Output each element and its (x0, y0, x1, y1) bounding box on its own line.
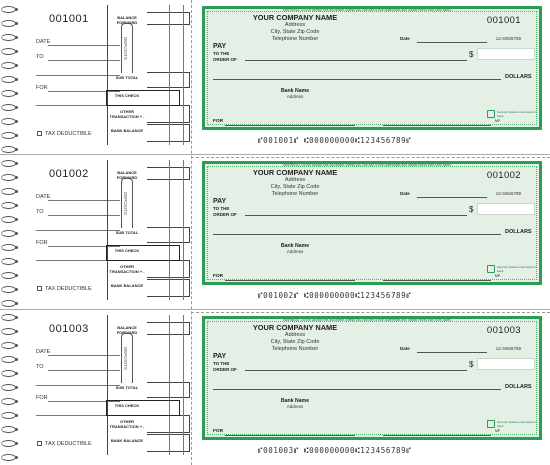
to-the-order-label: TO THE ORDER OF (213, 51, 237, 62)
spiral-ring (1, 62, 16, 69)
company-block (245, 13, 345, 43)
tax-deductible[interactable] (37, 286, 92, 292)
dollar-sign: $ (469, 360, 474, 369)
stub-to-label: TO (36, 54, 44, 60)
memo-label: FOR (213, 429, 224, 434)
check-stub (20, 315, 190, 465)
stub-for-label: FOR (36, 395, 48, 401)
spiral-ring (1, 384, 16, 391)
balance-forward-label: BALANCE FORWARD (116, 325, 138, 335)
deposits-label: DEPOSITS (123, 37, 128, 60)
balance-forward-label: BALANCE FORWARD (116, 15, 138, 25)
memo-label: FOR (213, 119, 224, 124)
spiral-ring (1, 174, 16, 181)
sub-total-label: SUB TOTAL (115, 75, 139, 80)
memo-line[interactable] (225, 125, 355, 126)
ledger-column-divider (169, 315, 170, 455)
tax-deductible[interactable] (37, 441, 92, 447)
company-city: City, State Zip Code (270, 184, 320, 190)
signature-line[interactable] (383, 435, 491, 436)
stub-check-number: 001003 (49, 323, 89, 335)
bank-balance-label: BANK BALANCE (110, 128, 144, 133)
fraction-routing: 12-345/6789 (495, 346, 521, 351)
padlock-icon (487, 265, 495, 273)
signature-line[interactable] (383, 125, 491, 126)
written-amount-line[interactable] (213, 234, 501, 235)
check-date-line[interactable] (417, 42, 487, 43)
security-text: Security features are listed on back (497, 420, 537, 428)
spiral-ring (1, 342, 16, 349)
spiral-ring (1, 454, 16, 461)
check-perforation (191, 312, 550, 313)
spiral-binding (0, 0, 18, 465)
spiral-ring (1, 370, 16, 377)
spiral-ring (1, 132, 16, 139)
bank-block (270, 243, 320, 254)
tax-deductible-label: TAX DEDUCTIBLE (45, 131, 92, 137)
check-face (202, 6, 542, 130)
company-name: YOUR COMPANY NAME (252, 323, 338, 332)
tax-deductible-label: TAX DEDUCTIBLE (45, 286, 92, 292)
payee-line[interactable] (245, 215, 467, 216)
stub-check-number: 001002 (49, 168, 89, 180)
written-amount-line[interactable] (213, 389, 501, 390)
warning-text: WARNING: Do not accept this document unless you can see a true watermark and visible fibers from both sides. (283, 163, 452, 167)
this-check-label: THIS CHECK (114, 93, 140, 98)
bank-block (270, 398, 320, 409)
padlock-icon (487, 110, 495, 118)
company-city: City, State Zip Code (270, 29, 320, 35)
spiral-ring (1, 48, 16, 55)
spiral-ring (1, 356, 16, 363)
bank-block (270, 88, 320, 99)
spiral-ring (1, 230, 16, 237)
spiral-ring (1, 202, 16, 209)
check-stub (20, 5, 190, 155)
stub-date-label: DATE (36, 194, 51, 200)
other-transaction-label: OTHER TRANSACTION + - (109, 419, 145, 429)
stub-for-label: FOR (36, 85, 48, 91)
fraction-routing: 12-345/6789 (495, 36, 521, 41)
bank-name: Bank Name (280, 398, 310, 404)
dollar-sign: $ (469, 50, 474, 59)
spiral-ring (1, 440, 16, 447)
tax-deductible-checkbox[interactable] (37, 131, 42, 136)
fraction-routing: 12-345/6789 (495, 191, 521, 196)
written-amount-line[interactable] (213, 79, 501, 80)
company-phone: Telephone Number (271, 191, 319, 197)
deposits-label: DEPOSITS (123, 192, 128, 215)
spiral-ring (1, 300, 16, 307)
deposits-label: DEPOSITS (123, 347, 128, 370)
spiral-ring (1, 76, 16, 83)
company-address: Address (284, 177, 306, 183)
spiral-ring (1, 90, 16, 97)
micr-line: ⑈001001⑈ ⑆000000000⑆123456789⑈ (258, 136, 412, 145)
spiral-ring (1, 328, 16, 335)
company-phone: Telephone Number (271, 36, 319, 42)
company-address: Address (284, 22, 306, 28)
dollars-label: DOLLARS (505, 74, 532, 80)
spiral-ring (1, 258, 16, 265)
bank-address: Address (286, 249, 304, 254)
spiral-ring (1, 34, 16, 41)
check-stub (20, 160, 190, 310)
spiral-ring (1, 188, 16, 195)
memo-line[interactable] (225, 280, 355, 281)
stub-ledger (107, 315, 190, 455)
amount-box[interactable] (477, 203, 535, 215)
company-block (245, 323, 345, 353)
dollar-sign: $ (469, 205, 474, 214)
tax-deductible-checkbox[interactable] (37, 286, 42, 291)
ledger-column-divider (183, 160, 184, 300)
bank-name: Bank Name (280, 88, 310, 94)
pay-label: PAY (213, 43, 227, 50)
bank-balance-label: BANK BALANCE (110, 283, 144, 288)
to-the-order-label: TO THE ORDER OF (213, 361, 237, 372)
this-check-box[interactable] (106, 90, 180, 106)
this-check-label: THIS CHECK (114, 403, 140, 408)
spiral-ring (1, 146, 16, 153)
micr-line: ⑈001003⑈ ⑆000000000⑆123456789⑈ (258, 446, 412, 455)
ledger-column-divider (183, 5, 184, 145)
pay-label: PAY (213, 353, 227, 360)
pay-label: PAY (213, 198, 227, 205)
spiral-ring (1, 314, 16, 321)
check-date-label: Date (400, 36, 410, 41)
to-the-order-label: TO THE ORDER OF (213, 206, 237, 217)
amount-box[interactable] (477, 48, 535, 60)
payee-line[interactable] (245, 370, 467, 371)
spiral-ring (1, 20, 16, 27)
spiral-ring (1, 6, 16, 13)
memo-label: FOR (213, 274, 224, 279)
spiral-ring (1, 286, 16, 293)
stub-ledger (107, 5, 190, 145)
stub-to-label: TO (36, 364, 44, 370)
company-block (245, 168, 345, 198)
company-name: YOUR COMPANY NAME (252, 168, 338, 177)
memo-line[interactable] (225, 435, 355, 436)
bank-address: Address (286, 404, 304, 409)
dollars-label: DOLLARS (505, 229, 532, 235)
check-face (202, 161, 542, 285)
spiral-ring (1, 272, 16, 279)
stub-to-label: TO (36, 209, 44, 215)
bank-address: Address (286, 94, 304, 99)
check-date-line[interactable] (417, 197, 487, 198)
this-check-box[interactable] (106, 400, 180, 416)
padlock-icon (487, 420, 495, 428)
bank-name: Bank Name (280, 243, 310, 249)
spiral-ring (1, 426, 16, 433)
company-phone: Telephone Number (271, 346, 319, 352)
company-name: YOUR COMPANY NAME (252, 13, 338, 22)
stub-perforation (191, 0, 192, 465)
warning-text: WARNING: Do not accept this document unless you can see a true watermark and visible fibers from both sides. (283, 8, 452, 12)
spiral-ring (1, 104, 16, 111)
ledger-column-divider (183, 315, 184, 455)
spiral-ring (1, 244, 16, 251)
check-number: 001003 (486, 325, 521, 336)
spiral-ring (1, 118, 16, 125)
micr-line: ⑈001002⑈ ⑆000000000⑆123456789⑈ (258, 291, 412, 300)
mp-mark: MP (495, 119, 501, 123)
this-check-box[interactable] (106, 245, 180, 261)
other-transaction-label: OTHER TRANSACTION + - (109, 109, 145, 119)
amount-box[interactable] (477, 358, 535, 370)
stub-check-number: 001001 (49, 13, 89, 25)
payee-line[interactable] (245, 60, 467, 61)
stub-for-label: FOR (36, 240, 48, 246)
check-date-line[interactable] (417, 352, 487, 353)
stub-date-label: DATE (36, 39, 51, 45)
check-number: 001001 (486, 15, 521, 26)
tax-deductible[interactable] (37, 131, 92, 137)
tax-deductible-label: TAX DEDUCTIBLE (45, 441, 92, 447)
ledger-column-divider (169, 160, 170, 300)
bank-balance-label: BANK BALANCE (110, 438, 144, 443)
spiral-ring (1, 398, 16, 405)
ledger-column-divider (169, 5, 170, 145)
check-date-label: Date (400, 191, 410, 196)
stub-ledger (107, 160, 190, 300)
other-transaction-label: OTHER TRANSACTION + - (109, 264, 145, 274)
warning-text: WARNING: Do not accept this document unless you can see a true watermark and visible fibers from both sides. (283, 318, 452, 322)
company-address: Address (284, 332, 306, 338)
check-number: 001002 (486, 170, 521, 181)
tax-deductible-checkbox[interactable] (37, 441, 42, 446)
this-check-label: THIS CHECK (114, 248, 140, 253)
sub-total-label: SUB TOTAL (115, 385, 139, 390)
security-text: Security features are listed on back (497, 265, 537, 273)
spiral-ring (1, 412, 16, 419)
sub-total-label: SUB TOTAL (115, 230, 139, 235)
stub-date-label: DATE (36, 349, 51, 355)
spiral-ring (1, 216, 16, 223)
spiral-ring (1, 160, 16, 167)
mp-mark: MP (495, 429, 501, 433)
check-perforation (191, 157, 550, 158)
company-city: City, State Zip Code (270, 339, 320, 345)
check-face (202, 316, 542, 440)
signature-line[interactable] (383, 280, 491, 281)
security-text: Security features are listed on back (497, 110, 537, 118)
check-date-label: Date (400, 346, 410, 351)
mp-mark: MP (495, 274, 501, 278)
balance-forward-label: BALANCE FORWARD (116, 170, 138, 180)
dollars-label: DOLLARS (505, 384, 532, 390)
